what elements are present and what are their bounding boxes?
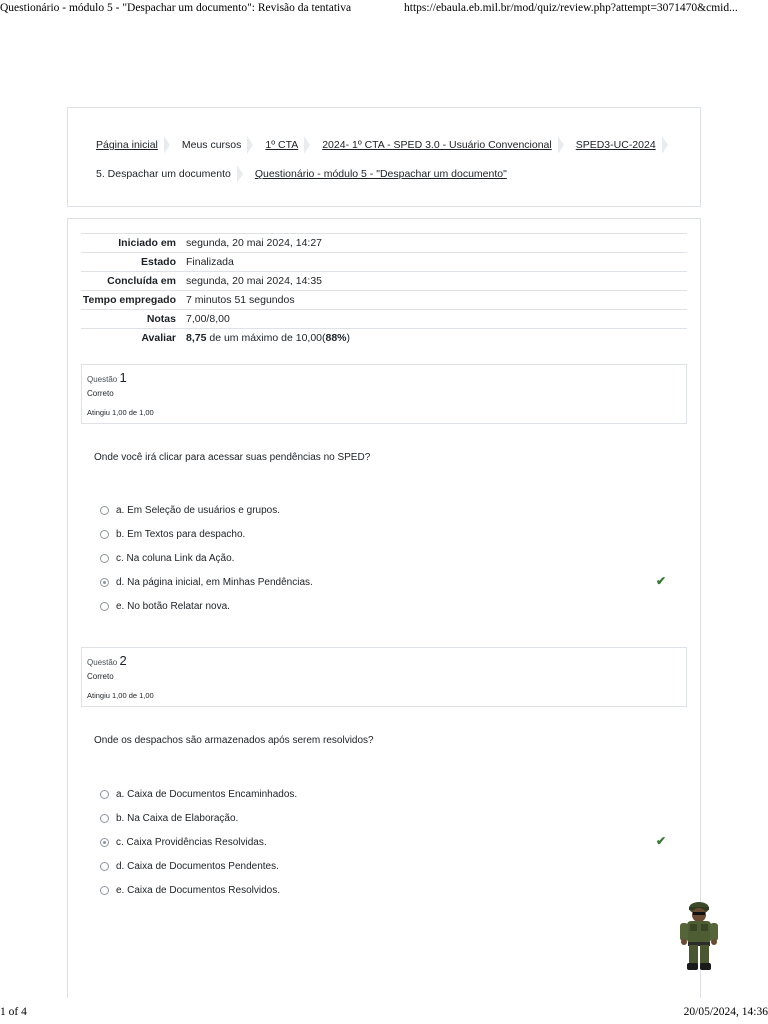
question-number-value: 2 <box>119 653 127 668</box>
print-datetime: 20/05/2024, 14:36 <box>683 1006 768 1018</box>
answer-label: c. Na coluna Link da Ação. <box>116 552 235 564</box>
radio-button[interactable] <box>100 506 109 515</box>
breadcrumb <box>67 107 701 207</box>
radio-button[interactable] <box>100 790 109 799</box>
answer-label: d. Caixa de Documentos Pendentes. <box>116 860 279 872</box>
print-footer <box>0 1004 768 1024</box>
breadcrumb-my-courses: Meus cursos <box>181 139 242 151</box>
print-page-title: Questionário - módulo 5 - "Despachar um documento": Revisão da tentativa <box>0 2 352 14</box>
breadcrumb-row-1 <box>96 136 680 154</box>
breadcrumb-course[interactable]: 2024- 1º CTA - SPED 3.0 - Usuário Convencional <box>322 139 552 151</box>
radio-button[interactable] <box>100 602 109 611</box>
answer-list-2 <box>100 782 680 902</box>
radio-button-selected[interactable] <box>100 838 109 847</box>
breadcrumb-separator <box>304 136 310 154</box>
breadcrumb-separator <box>558 136 564 154</box>
summary-value: 7 minutos 51 segundos <box>186 291 687 310</box>
breadcrumb-separator <box>247 136 253 154</box>
checkmark-icon: ✔ <box>656 834 667 848</box>
question-prefix: Questão <box>87 658 118 667</box>
summary-value: 7,00/8,00 <box>186 310 687 329</box>
question-state: Correto <box>87 672 114 681</box>
summary-row-marks <box>81 310 687 329</box>
answer-list-1 <box>100 498 680 618</box>
summary-row-state <box>81 253 687 272</box>
answer-label: b. Em Textos para despacho. <box>116 528 246 540</box>
print-page-number: 1 of 4 <box>0 1006 27 1018</box>
summary-value: Finalizada <box>186 253 687 272</box>
answer-label: a. Caixa de Documentos Encaminhados. <box>116 788 298 800</box>
breadcrumb-separator <box>662 136 668 154</box>
radio-button[interactable] <box>100 862 109 871</box>
question-number <box>87 653 127 668</box>
breadcrumb-section: 5. Despachar um documento <box>96 168 231 180</box>
grade-percent: 88% <box>325 332 347 344</box>
answer-label: a. Em Seleção de usuários e grupos. <box>116 504 280 516</box>
question-state: Correto <box>87 389 114 398</box>
radio-button[interactable] <box>100 554 109 563</box>
question-grade: Atingiu 1,00 de 1,00 <box>87 408 154 417</box>
summary-label: Iniciado em <box>81 234 186 253</box>
summary-label: Concluída em <box>81 272 186 291</box>
attempt-summary-table <box>81 233 687 347</box>
question-info-1 <box>81 364 687 424</box>
radio-button[interactable] <box>100 886 109 895</box>
radio-button-selected[interactable] <box>100 578 109 587</box>
checkmark-icon: ✔ <box>656 574 667 588</box>
summary-label: Tempo empregado <box>81 291 186 310</box>
answer-label: e. Caixa de Documentos Resolvidos. <box>116 884 280 896</box>
answer-option[interactable] <box>100 522 680 546</box>
answer-label: d. Na página inicial, em Minhas Pendências. <box>116 576 313 588</box>
summary-label: Estado <box>81 253 186 272</box>
grade-end: ) <box>346 332 351 344</box>
print-header <box>0 0 768 20</box>
summary-label: Notas <box>81 310 186 329</box>
summary-row-time <box>81 291 687 310</box>
soldier-mascot-icon[interactable] <box>676 900 722 974</box>
answer-option[interactable] <box>100 806 680 830</box>
answer-option[interactable] <box>100 854 680 878</box>
question-number <box>87 370 127 385</box>
summary-value: segunda, 20 mai 2024, 14:35 <box>186 272 687 291</box>
answer-label: e. No botão Relatar nova. <box>116 600 230 612</box>
summary-row-grade <box>81 329 687 348</box>
question-info-2 <box>81 647 687 707</box>
breadcrumb-course-short[interactable]: SPED3-UC-2024 <box>575 139 656 151</box>
question-number-value: 1 <box>119 370 127 385</box>
print-page-url: https://ebaula.eb.mil.br/mod/quiz/review.php?attempt=3071470&cmid... <box>404 2 738 14</box>
answer-option[interactable] <box>100 546 680 570</box>
breadcrumb-home[interactable]: Página inicial <box>96 139 158 151</box>
question-prefix: Questão <box>87 375 118 384</box>
radio-button[interactable] <box>100 814 109 823</box>
answer-label: b. Na Caixa de Elaboração. <box>116 812 239 824</box>
breadcrumb-row-2 <box>96 165 507 183</box>
answer-option[interactable] <box>100 782 680 806</box>
summary-label: Avaliar <box>81 329 186 348</box>
grade-middle: de um máximo de 10,00( <box>206 332 326 344</box>
answer-label: c. Caixa Providências Resolvidas. <box>116 836 267 848</box>
summary-value <box>186 329 687 348</box>
summary-value: segunda, 20 mai 2024, 14:27 <box>186 234 687 253</box>
answer-option-selected[interactable] <box>100 830 680 854</box>
breadcrumb-separator <box>164 136 170 154</box>
breadcrumb-quiz[interactable]: Questionário - módulo 5 - "Despachar um documento" <box>254 168 507 180</box>
summary-row-started <box>81 234 687 253</box>
question-grade: Atingiu 1,00 de 1,00 <box>87 691 154 700</box>
breadcrumb-category[interactable]: 1º CTA <box>265 139 299 151</box>
question-text-1: Onde você irá clicar para acessar suas pendências no SPED? <box>94 452 371 463</box>
breadcrumb-separator <box>237 165 243 183</box>
question-text-2: Onde os despachos são armazenados após serem resolvidos? <box>94 735 374 746</box>
grade-score: 8,75 <box>186 332 207 344</box>
radio-button[interactable] <box>100 530 109 539</box>
answer-option[interactable] <box>100 878 680 902</box>
summary-row-completed <box>81 272 687 291</box>
answer-option[interactable] <box>100 498 680 522</box>
answer-option[interactable] <box>100 594 680 618</box>
answer-option-selected[interactable] <box>100 570 680 594</box>
